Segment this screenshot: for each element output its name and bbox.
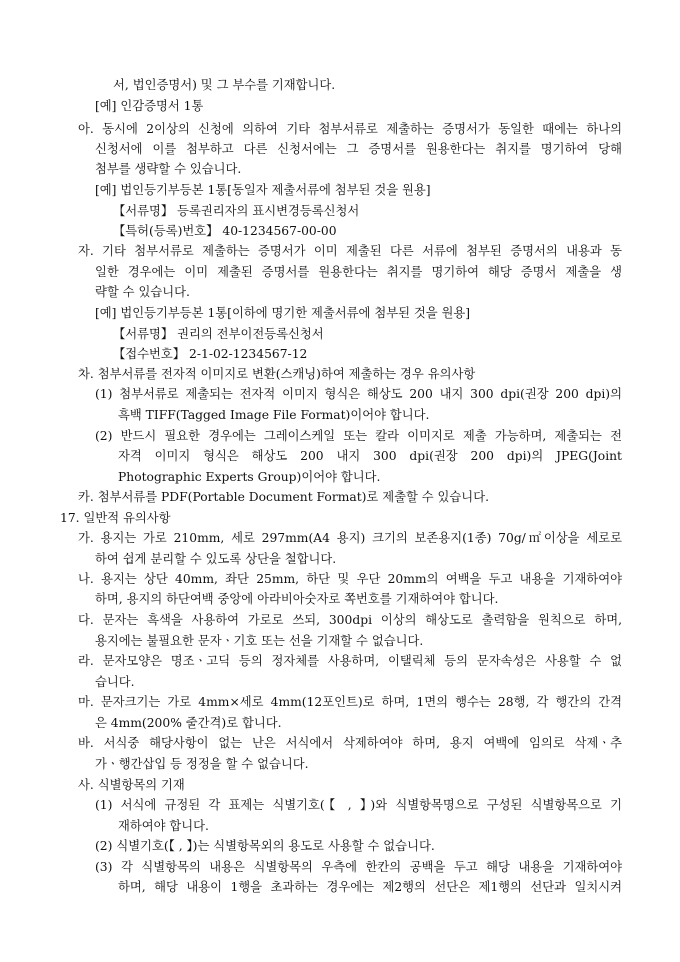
text-line: 하여 쉽게 분리할 수 있도록 상단을 철합니다. — [95, 552, 337, 566]
example-line: [예] 법인등기부등본 1통[동일자 제출서류에 첨부된 것을 원용] — [95, 183, 431, 197]
example-field-line: 【서류명】 등록권리자의 표시변경등록신청서 — [113, 204, 360, 218]
example-field-line: 【특허(등록)번호】 40-1234567-00-00 — [113, 224, 337, 238]
item-da-line: 다. 문자는 흑색을 사용하여 가로로 쓰되, 300dpi 이상의 해상도로 출력함을 원칙으로 하며, — [78, 613, 622, 627]
text-line: 자격 이미지 형식은 해상도 200 내지 300 dpi(권장 200 dpi)의 JPEG(Joint — [118, 449, 622, 463]
text-line: 일한 경우에는 이미 제출된 증명서를 원용한다는 취지를 명기하여 해당 증명서 제출을 생 — [95, 265, 622, 279]
item-ra-line: 라. 문자모양은 명조ㆍ고딕 등의 정자체를 사용하며, 이탤릭체 등의 문자속성은 사용할 수 없 — [78, 654, 622, 668]
text-line: 습니다. — [95, 675, 135, 689]
example-line: [예] 법인등기부등본 1통[이하에 명기한 제출서류에 첨부된 것을 원용] — [95, 306, 471, 320]
text-line: 하며, 해당 내용이 1행을 초과하는 경우에는 제2행의 선단은 제1행의 선단과 일치시켜 — [118, 880, 622, 894]
item-ba-line: 바. 서식중 해당사항이 없는 난은 서식에서 삭제하여야 하며, 용지 여백에 임의로 삭제ㆍ추 — [78, 736, 622, 750]
text-line: 흑백 TIFF(Tagged Image File Format)이어야 합니다. — [118, 408, 430, 422]
text-line: 첨부를 생략할 수 있습니다. — [95, 162, 242, 176]
section-heading: 17. 일반적 유의사항 — [60, 511, 171, 525]
example-field-line: 【서류명】 권리의 전부이전등록신청서 — [113, 327, 324, 341]
item-ma-line: 마. 문자크기는 가로 4mm×세로 4mm(12포인트)로 하며, 1면의 행수는 28행, 각 행간의 간격 — [78, 695, 622, 709]
example-field-line: 【접수번호】 2-1-02-1234567-12 — [113, 347, 308, 361]
subitem-line: (2) 식별기호(【 , 】)는 식별항목외의 용도로 사용할 수 없습니다. — [95, 839, 435, 853]
subitem-line: (1) 서식에 규정된 각 표제는 식별기호(【 , 】)와 식별항목명으로 구성된 식별항목으로 기 — [95, 798, 622, 812]
subitem-line: (2) 반드시 필요한 경우에는 그레이스케일 또는 칼라 이미지로 제출 가능하며, 제출되는 전 — [95, 429, 622, 443]
text-line: 은 4mm(200% 줄간격)로 합니다. — [95, 716, 282, 730]
item-sa-line: 사. 식별항목의 기재 — [78, 778, 185, 792]
item-ja-line: 자. 기타 첨부서류로 제출하는 증명서가 이미 제출된 다른 서류에 첨부된 증명서의 내용과 동 — [78, 244, 622, 258]
subitem-line: (1) 첨부서류로 제출되는 전자적 이미지 형식은 해상도 200 내지 300 dpi(권장 200 dpi)의 — [95, 387, 622, 401]
item-ga-line: 가. 용지는 가로 210mm, 세로 297mm(A4 용지) 크기의 보존용지(1종) 70g/㎡이상을 세로로 — [78, 531, 622, 545]
text-line: 서, 법인증명서) 및 그 부수를 기재합니다. — [113, 78, 336, 92]
text-line: 가ㆍ행간삽입 등 정정을 할 수 없습니다. — [95, 757, 309, 771]
text-line: 신청서에 이를 첨부하고 다른 신청서에는 그 증명서를 원용한다는 취지를 명기하여 당해 — [95, 142, 622, 156]
text-line: 하며, 용지의 하단여백 중앙에 아라비아숫자로 쪽번호를 기재하여야 합니다. — [95, 592, 499, 606]
text-line: 용지에는 불필요한 문자ㆍ기호 또는 선을 기재할 수 없습니다. — [95, 634, 424, 648]
text-line: 재하여야 합니다. — [118, 819, 209, 833]
item-ka-line: 카. 첨부서류를 PDF(Portable Document Format)로 제출할 수 있습니다. — [78, 490, 489, 504]
example-line: [예] 인감증명서 1통 — [95, 99, 204, 113]
item-a-line: 아. 동시에 2이상의 신청에 의하여 기타 첨부서류로 제출하는 증명서가 동일한 때에는 하나의 — [78, 122, 622, 136]
text-line: 략할 수 있습니다. — [95, 285, 190, 299]
subitem-line: (3) 각 식별항목의 내용은 식별항목의 우측에 한칸의 공백을 두고 해당 내용을 기재하여야 — [95, 860, 622, 874]
text-line: Photographic Experts Group)이어야 합니다. — [118, 470, 381, 484]
item-cha-line: 차. 첨부서류를 전자적 이미지로 변환(스캐닝)하여 제출하는 경우 유의사항 — [78, 367, 476, 381]
item-na-line: 나. 용지는 상단 40mm, 좌단 25mm, 하단 및 우단 20mm의 여백을 두고 내용을 기재하여야 — [78, 572, 622, 586]
